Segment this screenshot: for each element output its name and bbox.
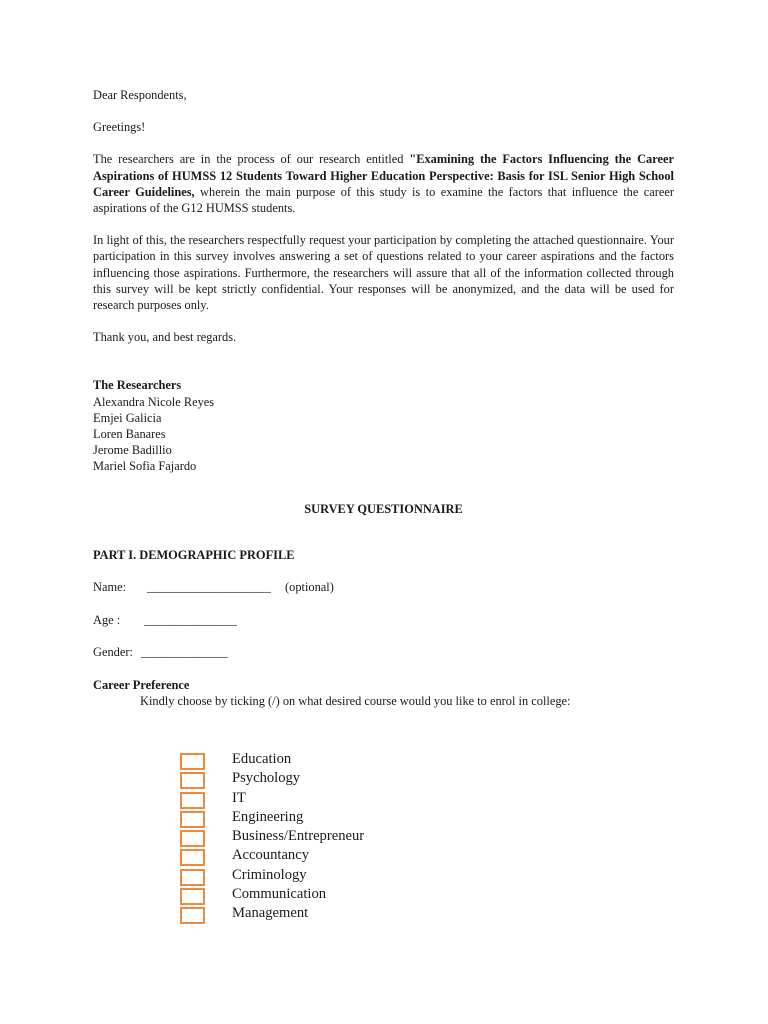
checkbox[interactable] [180, 772, 205, 789]
closing: Thank you, and best regards. [93, 330, 237, 345]
gender-label: Gender: [93, 645, 133, 660]
intro-text: The researchers are in the process of our research entitled [93, 152, 410, 167]
researcher-name: Mariel Sofia Fajardo [93, 459, 197, 474]
researcher-name: Alexandra Nicole Reyes [93, 394, 215, 409]
age-field [93, 612, 674, 628]
course-option-label: Business/Entrepreneur [232, 828, 365, 845]
checkbox[interactable] [180, 753, 205, 770]
intro-paragraph [93, 151, 674, 216]
researcher-name: Emjei Galicia [93, 410, 162, 425]
part-title: PART I. DEMOGRAPHIC PROFILE [93, 547, 295, 562]
age-label: Age : [93, 612, 121, 627]
researcher-name: Jerome Badillio [93, 443, 172, 458]
name-optional-note: (optional) [285, 580, 334, 595]
name-label: Name: [93, 580, 127, 595]
course-option-label: Education [232, 751, 292, 767]
checkbox[interactable] [180, 888, 205, 905]
greeting: Greetings! [93, 120, 146, 135]
checkbox[interactable] [180, 849, 205, 866]
course-option-label: IT [232, 789, 246, 806]
salutation: Dear Respondents, [93, 88, 187, 102]
course-option-label: Psychology [232, 770, 301, 787]
intro-purpose: wherein the main purpose of this study is to examine the factors that influence the career aspirations of the G12 HUMSS students. [93, 184, 674, 216]
course-option-label: Engineering [232, 808, 304, 825]
name-field [93, 579, 674, 595]
letter-page [93, 87, 674, 742]
researchers-heading: The Researchers [93, 378, 182, 393]
checkbox[interactable] [180, 792, 205, 809]
checkbox[interactable] [180, 811, 205, 828]
researcher-name: Loren Banares [93, 427, 166, 442]
age-input-line[interactable]: _______________ [144, 612, 237, 627]
career-preference-heading: Career Preference [93, 677, 190, 692]
career-instruction: Kindly choose by ticking (/) on what desired course would you like to enrol in college: [140, 694, 571, 708]
course-option-label: Criminology [232, 866, 307, 883]
checkbox[interactable] [180, 869, 205, 886]
survey-title: SURVEY QUESTIONNAIRE [304, 501, 463, 516]
name-input-line[interactable]: ____________________ [147, 580, 271, 595]
gender-input-line[interactable]: ______________ [141, 645, 228, 660]
course-option-label: Management [232, 905, 309, 922]
researchers-block [93, 377, 674, 474]
checkbox[interactable] [180, 907, 205, 924]
checkbox[interactable] [180, 830, 205, 847]
research-title: "Examining the Factors Influencing the Career Aspirations of HUMSS 12 Students Toward Higher Education Perspective: Basis for ISL Senior High School Career Guidelines, [93, 152, 674, 199]
course-option-label: Communication [232, 886, 327, 903]
request-paragraph: In light of this, the researchers respectfully request your participation by completing the attached questionnaire. Your participation in this survey involves answering a set of questions related to your career aspirations and the factors influencing those aspirations. Furthermore, the researchers will assure that all of the information collected through this survey will be kept strictly confidential. Your responses will be anonymized, and the data will be used for research purposes only. [93, 233, 674, 313]
gender-field [93, 644, 674, 660]
course-option-label: Accountancy [232, 847, 309, 864]
